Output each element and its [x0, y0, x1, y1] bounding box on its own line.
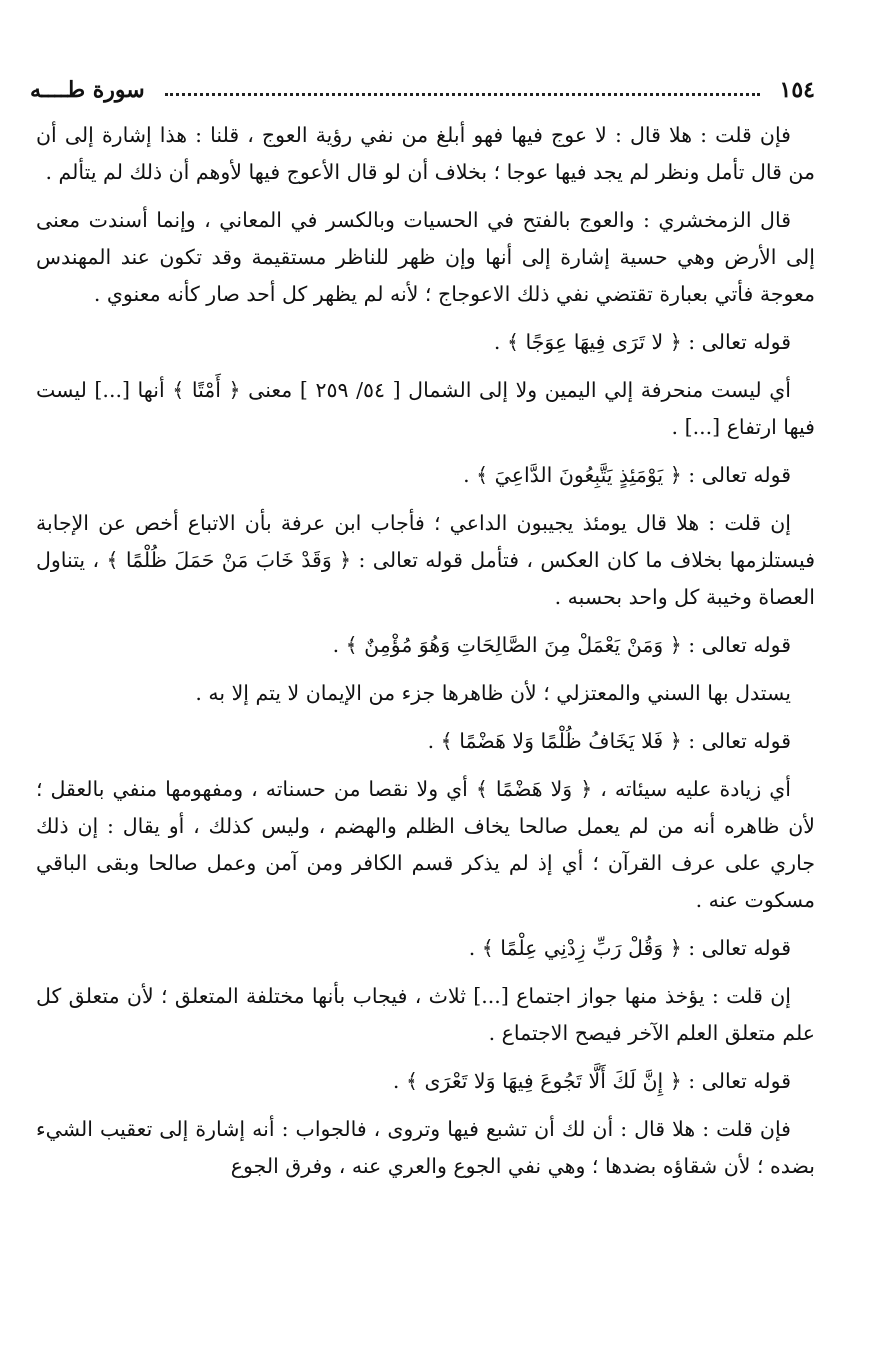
verse-heading: قوله تعالى : ﴿ وَقُلْ رَبِّ زِدْنِي عِلْمًا ﴾ .: [468, 936, 791, 960]
paragraph: قال الزمخشري : والعوج بالفتح في الحسيات وبالكسر في المعاني ، وإنما أسندت معنى إلى الأرض وهي حسية إشارة إلى أنها وإن ظهر للناظر مستقيمة وقد تكون عند المهندس معوجة فأتي بعبارة تقتضي نفي ذلك الاعوجاج ؛ لأنه لم يظهر كل أحد صار كأنه معنوي .: [36, 208, 815, 306]
verse-heading: قوله تعالى : ﴿ إِنَّ لَكَ أَلَّا تَجُوعَ فِيهَا وَلا تَعْرَى ﴾ .: [392, 1069, 791, 1093]
paragraph: فإن قلت : هلا قال : أن لك أن تشبع فيها وتروى ، فالجواب : أنه إشارة إلى تعقيب الشيء بضده ؛ لأن شقاؤه بضدها ؛ وهي نفي الجوع والعري عنه ، وفرق الجوع: [36, 1117, 815, 1178]
paragraph: إن قلت : هلا قال يومئذ يجيبون الداعي ؛ فأجاب ابن عرفة بأن الاتباع أخص عن الإجابة فيستلزمها بخلاف ما كان العكس ، فتأمل قوله تعالى : ﴿ وَقَدْ خَابَ مَنْ حَمَلَ ظُلْمًا ﴾ ، يتناول العصاة وخيبة كل واحد بحسبه .: [36, 511, 815, 609]
paragraph: إن قلت : يؤخذ منها جواز اجتماع [...] ثلاث ، فيجاب بأنها مختلفة المتعلق ؛ لأن متعلق كل علم متعلق العلم الآخر فيصح الاجتماع .: [36, 984, 815, 1045]
paragraph: يستدل بها السني والمعتزلي ؛ لأن ظاهرها جزء من الإيمان لا يتم إلا به .: [195, 681, 791, 705]
verse-heading: قوله تعالى : ﴿ وَمَنْ يَعْمَلْ مِنَ الصَّالِحَاتِ وَهُوَ مُؤْمِنٌ ﴾ .: [332, 633, 791, 657]
page-header: [30, 70, 815, 110]
verse-heading: قوله تعالى : ﴿ يَوْمَئِذٍ يَتَّبِعُونَ الدَّاعِيَ ﴾ .: [463, 463, 791, 487]
body-text: [36, 117, 815, 1196]
dotted-leader: [165, 93, 760, 96]
verse-heading: قوله تعالى : ﴿ لا تَرَى فِيهَا عِوَجًا ﴾ .: [493, 330, 791, 354]
verse-heading: قوله تعالى : ﴿ فَلا يَخَافُ ظُلْمًا وَلا هَضْمًا ﴾ .: [427, 729, 791, 753]
paragraph: أي ليست منحرفة إلي اليمين ولا إلى الشمال [ ٥٤/ ٢٥٩ ] معنى ﴿ أَمْتًا ﴾ أنها [...] ليست فيها ارتفاع [...] .: [36, 378, 815, 439]
surah-title: سورة طــــه: [30, 77, 145, 103]
paragraph: فإن قلت : هلا قال : لا عوج فيها فهو أبلغ من نفي رؤية العوج ، قلنا : هذا إشارة إلى أن من قال تأمل ونظر لم يجد فيها عوجا ؛ بخلاف أن لو قال الأعوج فيها لأوهم أن ذلك لم يتألم .: [36, 123, 815, 184]
paragraph: أي زيادة عليه سيئاته ، ﴿ وَلا هَضْمًا ﴾ أي ولا نقصا من حسناته ، ومفهومها منفي بالعقل ؛ لأن ظاهره أنه من لم يعمل صالحا يخاف الظلم والهضم ، وليس كذلك ، أو يقال : إن ذلك جاري على عرف القرآن ؛ أي إذ لم يذكر قسم الكافر ومن آمن وعمل صالحا وبقى الباقي مسكوت عنه .: [36, 777, 815, 912]
page-number: ١٥٤: [779, 77, 815, 103]
